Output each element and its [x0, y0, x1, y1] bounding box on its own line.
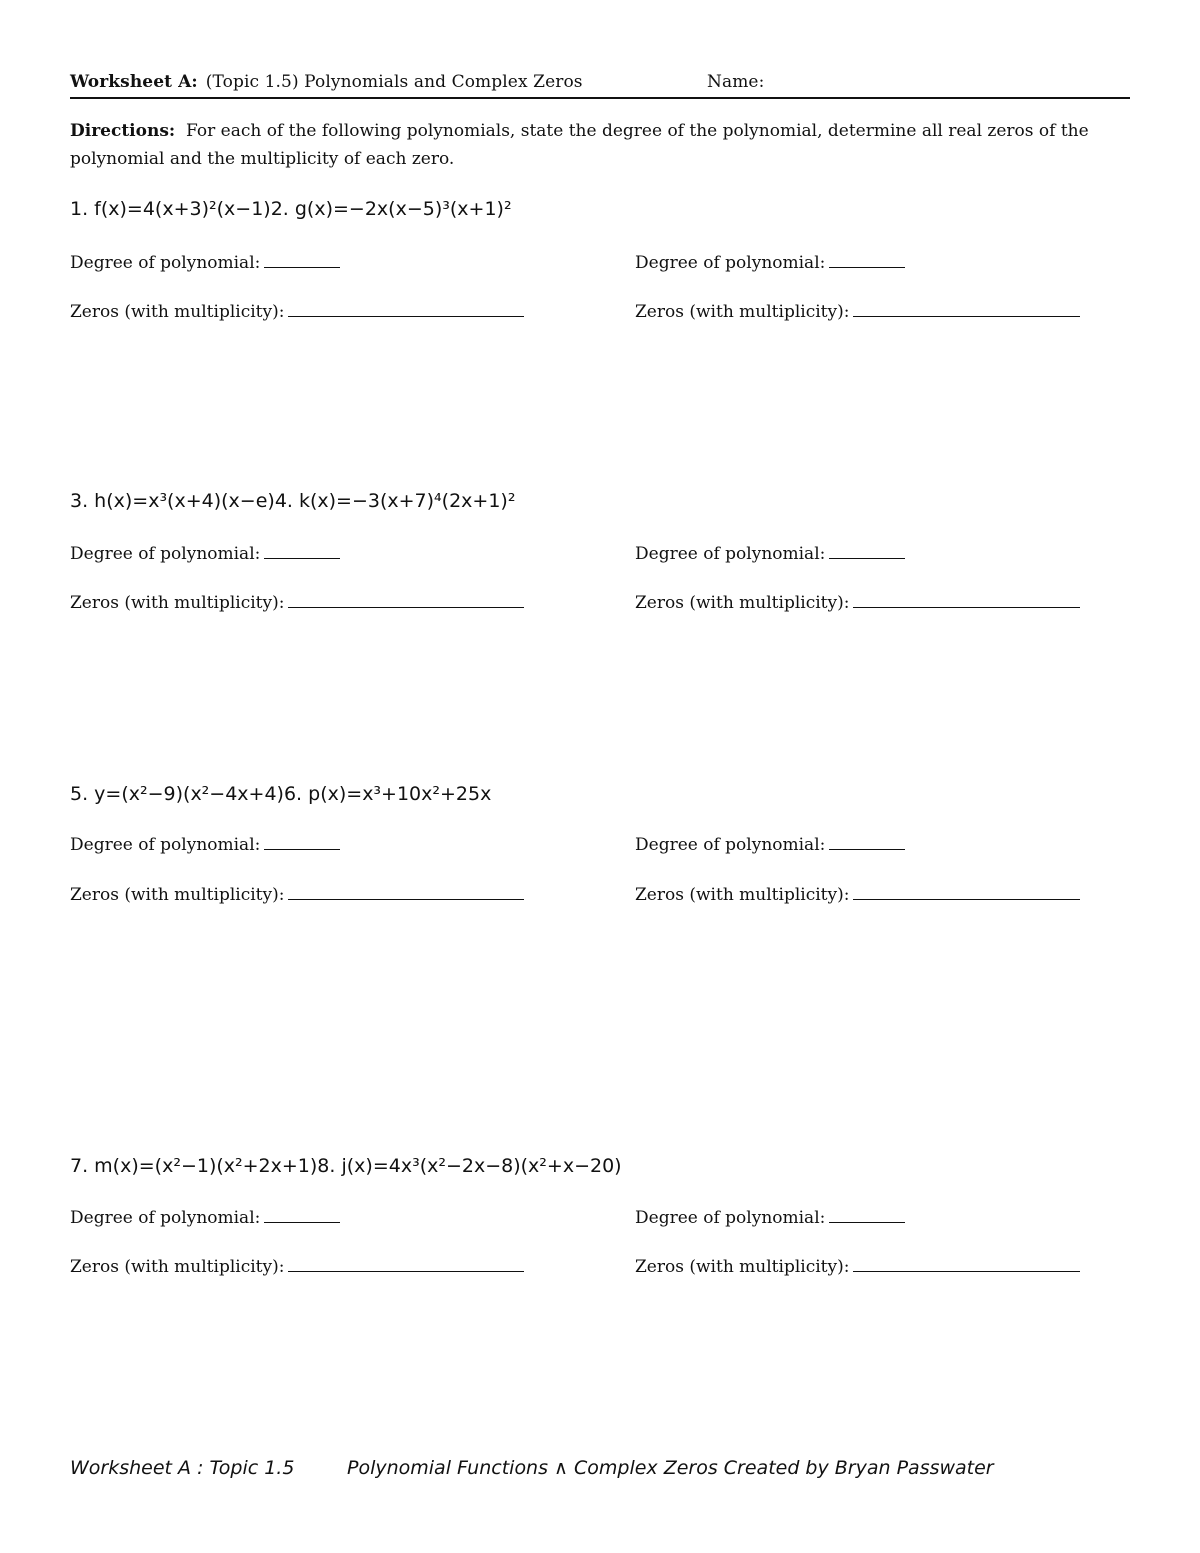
degree-blank[interactable] — [264, 835, 340, 850]
degree-label: Degree of polynomial: — [70, 835, 261, 855]
zeros-blank[interactable] — [853, 885, 1080, 900]
degree-blank[interactable] — [829, 544, 905, 559]
degree-label: Degree of polynomial: — [635, 253, 826, 273]
problem-line-3-4: 3. h(x)=x³(x+4)(x−e)4. k(x)=−3(x+7)⁴(2x+1)² — [70, 490, 516, 512]
footer-left: Worksheet A : Topic 1.5 — [70, 1457, 295, 1479]
zeros-blank[interactable] — [288, 1257, 524, 1272]
zeros-field-2 — [635, 302, 1080, 322]
zeros-blank[interactable] — [288, 593, 524, 608]
zeros-blank[interactable] — [853, 302, 1080, 317]
degree-blank[interactable] — [829, 253, 905, 268]
zeros-blank[interactable] — [853, 593, 1080, 608]
zeros-label: Zeros (with multiplicity): — [635, 302, 850, 322]
degree-blank[interactable] — [829, 835, 905, 850]
directions-text: For each of the following polynomials, state the degree of the polynomial, determine all real zeros of the polynomial and the multiplicity of each zero. — [70, 121, 1089, 169]
header-rule — [70, 97, 1130, 99]
degree-field-1 — [70, 253, 340, 273]
degree-field-4 — [635, 544, 905, 564]
degree-label: Degree of polynomial: — [635, 835, 826, 855]
zeros-field-4 — [635, 593, 1080, 613]
degree-label: Degree of polynomial: — [70, 1208, 261, 1228]
degree-label: Degree of polynomial: — [70, 544, 261, 564]
zeros-field-8 — [635, 1257, 1080, 1277]
degree-field-5 — [70, 835, 340, 855]
degree-blank[interactable] — [264, 1208, 340, 1223]
zeros-label: Zeros (with multiplicity): — [70, 302, 285, 322]
directions-label: Directions: — [70, 121, 176, 141]
degree-label: Degree of polynomial: — [635, 544, 826, 564]
zeros-blank[interactable] — [288, 302, 524, 317]
zeros-label: Zeros (with multiplicity): — [635, 1257, 850, 1277]
problem-line-5-6: 5. y=(x²−9)(x²−4x+4)6. p(x)=x³+10x²+25x — [70, 783, 492, 805]
problem-line-7-8: 7. m(x)=(x²−1)(x²+2x+1)8. j(x)=4x³(x²−2x−8)(x²+x−20) — [70, 1155, 622, 1177]
degree-blank[interactable] — [264, 544, 340, 559]
zeros-field-7 — [70, 1257, 524, 1277]
degree-blank[interactable] — [264, 253, 340, 268]
zeros-blank[interactable] — [853, 1257, 1080, 1272]
worksheet-label: Worksheet A: — [70, 72, 198, 92]
degree-field-7 — [70, 1208, 340, 1228]
zeros-field-1 — [70, 302, 524, 322]
zeros-field-3 — [70, 593, 524, 613]
zeros-field-5 — [70, 885, 524, 905]
footer-right: Polynomial Functions ∧ Complex Zeros Created by Bryan Passwater — [347, 1457, 994, 1479]
zeros-label: Zeros (with multiplicity): — [70, 885, 285, 905]
degree-field-3 — [70, 544, 340, 564]
zeros-label: Zeros (with multiplicity): — [635, 885, 850, 905]
problem-line-1-2: 1. f(x)=4(x+3)²(x−1)2. g(x)=−2x(x−5)³(x+1)² — [70, 198, 512, 220]
name-label: Name: — [707, 72, 765, 92]
degree-field-2 — [635, 253, 905, 273]
degree-field-6 — [635, 835, 905, 855]
degree-label: Degree of polynomial: — [70, 253, 261, 273]
degree-field-8 — [635, 1208, 905, 1228]
directions — [70, 117, 1100, 173]
worksheet-header — [70, 72, 1130, 98]
zeros-label: Zeros (with multiplicity): — [70, 593, 285, 613]
zeros-label: Zeros (with multiplicity): — [70, 1257, 285, 1277]
degree-label: Degree of polynomial: — [635, 1208, 826, 1228]
worksheet-topic: (Topic 1.5) Polynomials and Complex Zeros — [205, 72, 583, 92]
zeros-label: Zeros (with multiplicity): — [635, 593, 850, 613]
zeros-blank[interactable] — [288, 885, 524, 900]
degree-blank[interactable] — [829, 1208, 905, 1223]
footer — [70, 1457, 994, 1479]
zeros-field-6 — [635, 885, 1080, 905]
